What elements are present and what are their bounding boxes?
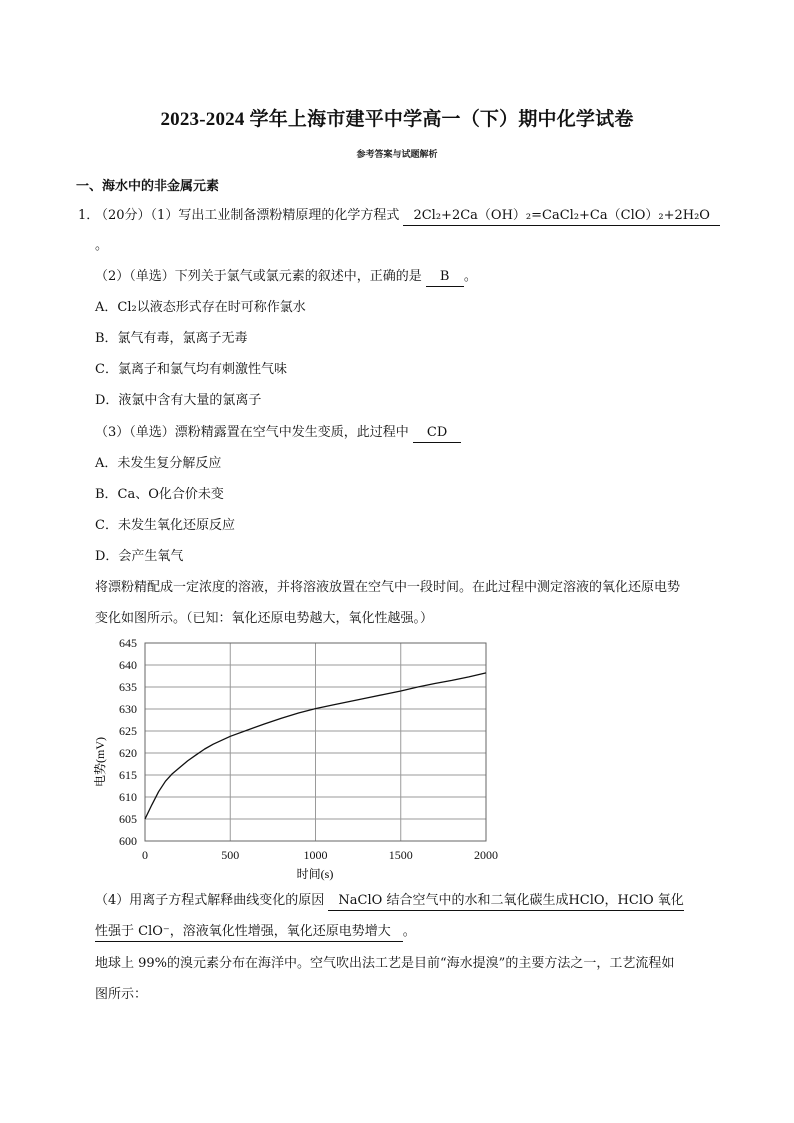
q1-part4-answer-1: NaClO 结合空气中的水和二氧化碳生成HClO，HClO 氧化 [328, 892, 683, 911]
q1-part2-option-d: D．液氯中含有大量的氯离子 [95, 393, 262, 408]
q1-part4-line-2 [95, 923, 416, 942]
y-tick-label: 630 [119, 702, 137, 716]
q1-part1-line [95, 207, 720, 226]
y-tick-label: 610 [119, 790, 137, 804]
x-tick-label: 500 [221, 848, 240, 862]
q1-part3-option-b: B．Ca、O化合价未变 [95, 487, 224, 502]
q1-part4-label: （4）用离子方程式解释曲线变化的原因 [95, 893, 325, 908]
q1-part2-option-a: A．Cl₂以液态形式存在时可称作氯水 [95, 300, 306, 315]
q1-part2-label: （2）（单选）下列关于氯气或氯元素的叙述中，正确的是 [95, 269, 422, 284]
q1-part1-end: 。 [95, 238, 109, 253]
y-tick-label: 640 [119, 658, 137, 672]
y-tick-label: 605 [119, 812, 137, 826]
q1-part2-option-b: B．氯气有毒，氯离子无毒 [95, 331, 248, 346]
y-tick-label: 645 [119, 636, 137, 650]
q1-part2-answer: B [426, 268, 464, 287]
x-axis-label: 时间(s) [296, 867, 334, 881]
question-number: 1． [78, 208, 100, 223]
bromine-line-2: 图所示： [95, 987, 148, 1002]
chart-ticks [119, 636, 498, 862]
x-tick-label: 0 [142, 848, 148, 862]
bromine-line-1: 地球上 99%的溴元素分布在海洋中。空气吹出法工艺是目前“海水提溴”的主要方法之一，工艺流程如 [95, 956, 675, 971]
q1-part3-answer: CD [413, 424, 461, 443]
q1-part4-end: 。 [402, 924, 416, 939]
potential-chart [88, 632, 508, 882]
q1-part4-line [95, 892, 684, 911]
q1-part3-option-a: A．未发生复分解反应 [95, 456, 222, 471]
q1-part1-label: （1）写出工业制备漂粉精原理的化学方程式 [150, 208, 400, 223]
y-tick-label: 635 [119, 680, 137, 694]
y-tick-label: 620 [119, 746, 137, 760]
q1-part3-label: （3）（单选）漂粉精露置在空气中发生变质，此过程中 [95, 425, 409, 440]
y-tick-label: 600 [119, 834, 137, 848]
intro-line-1: 将漂粉精配成一定浓度的溶液，并将溶液放置在空气中一段时间。在此过程中测定溶液的氧化还原电势 [95, 580, 681, 595]
y-tick-label: 625 [119, 724, 137, 738]
q1-part4-answer-2: 性强于 ClO⁻，溶液氧化性增强，氧化还原电势增大 [95, 923, 403, 942]
x-tick-label: 2000 [474, 848, 498, 862]
y-axis-label: 电势(mV) [93, 737, 107, 787]
x-tick-label: 1500 [388, 848, 413, 862]
exam-title: 2023-2024 学年上海市建平中学高一（下）期中化学试卷 [160, 109, 634, 130]
q1-part2-end: 。 [463, 269, 477, 284]
q1-part3-option-d: D．会产生氧气 [95, 549, 184, 564]
chart-grid [145, 643, 486, 841]
q1-part2-option-c: C．氯离子和氯气均有刺激性气味 [95, 362, 287, 377]
exam-subtitle: 参考答案与试题解析 [356, 150, 438, 160]
x-tick-label: 1000 [303, 848, 328, 862]
question-score: （20分） [95, 208, 151, 223]
q1-part3-option-c: C．未发生氧化还原反应 [95, 518, 235, 533]
q1-part3-line [95, 424, 461, 443]
section-heading: 一、海水中的非金属元素 [76, 179, 220, 194]
y-tick-label: 615 [119, 768, 137, 782]
q1-part1-answer: 2Cl₂+2Ca（OH）₂=CaCl₂+Ca（ClO）₂+2H₂O [403, 207, 720, 226]
intro-line-2: 变化如图所示。（已知：氧化还原电势越大，氧化性越强。） [95, 611, 434, 626]
q1-part2-line [95, 268, 477, 287]
